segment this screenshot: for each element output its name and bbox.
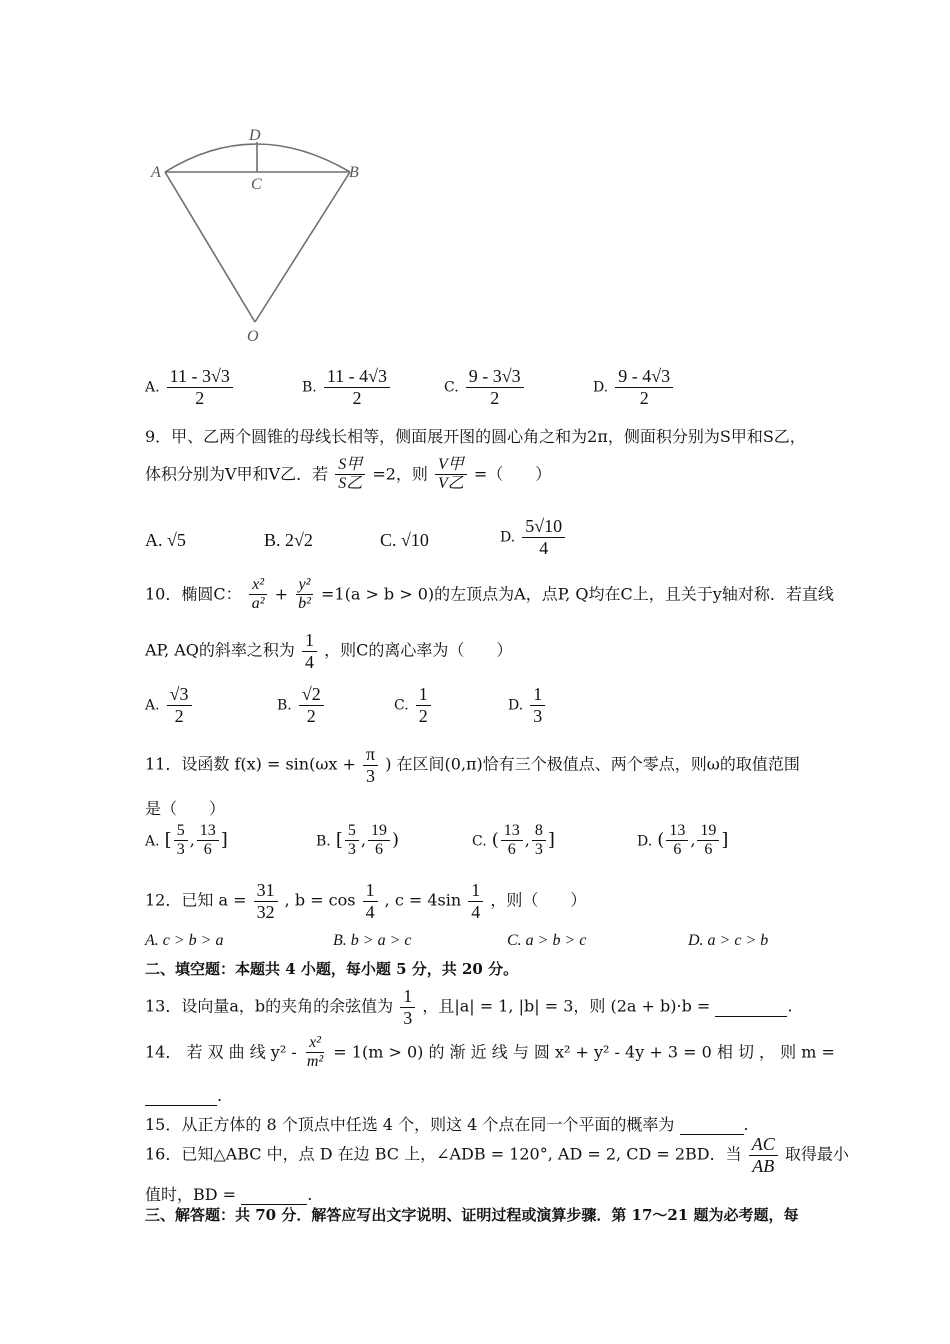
section-heading-solutions: 三、解答题：共 70 分．解答应写出文字说明、证明过程或演算步骤．第 17～21 题为必考题，每 [145,1206,799,1224]
q10-option-d[interactable]: D. $\frac{1}{3}$ [508,684,547,726]
q9-option-d[interactable]: D. $\frac{5√10}{4}$ [500,516,567,558]
q9-option-c[interactable]: C. √10 [380,530,429,550]
q16-stem-line2: 值时，BD = . [145,1185,313,1204]
q11-stem-line1: 11．设函数 f(x) = sin(ωx + $\frac{\pi}{3}$ ) 在区间(0,π)恰有三个极值点、两个零点，则ω的取值范围 [145,744,800,786]
option-fraction: $\frac{9 - 4√3}{2}$ [615,366,673,408]
q8-option-d[interactable] [593,366,675,408]
q9-option-b[interactable]: B. 2√2 [264,530,313,550]
q9-ratio-v: $\frac{\text{V甲}}{\text{V乙}}$ [435,456,467,494]
option-label: C. [444,379,459,396]
figure-label-d: D [249,127,261,144]
q10-stem-line1: 10．椭圆C： $\frac{\text{x²}}{\text{a²}}$ + $\frac{\text{y²}}{\text{b²}}$ =1(a > b > 0)的左顶点为A，点P, Q均在C上，且关于y轴对称．若直线 [145,576,834,613]
q11-option-a[interactable]: A. [ $\frac{5}{3}$ , $\frac{13}{6}$ ] [145,822,228,859]
option-fraction: $\frac{11 - 3√3}{2}$ [167,366,233,408]
q9-stem-line2: 体积分别为V甲和V乙．若 $\frac{\text{S甲}}{\text{S乙}}$ =2，则 $\frac{\text{V甲}}{\text{V乙}}$ =（ ） [145,456,552,493]
q14-answer-blank[interactable] [145,1086,217,1106]
option-label: A. [145,379,160,396]
q15-answer-blank[interactable] [680,1115,744,1135]
q14-stem: 14． 若 双 曲 线 y² - $\frac{\text{x²}}{\text{m²}}$ = 1(m > 0) 的 渐 近 线 与 圆 x² + y² - 4y + 3 = 0 相 切 ， 则 m = [145,1034,835,1071]
q8-option-a[interactable] [145,366,235,408]
section-heading-fill-in: 二、填空题：本题共 4 小题，每小题 5 分，共 20 分。 [145,960,519,978]
q10-option-a[interactable]: A. $\frac{√3}{2}$ [145,684,194,726]
q12-option-a[interactable]: A. c > b > a [145,932,224,949]
q10-option-b[interactable]: B. $\frac{√2}{2}$ [277,684,326,726]
q12-option-b[interactable]: B. b > a > c [333,932,412,949]
option-label: D. [593,379,609,396]
q12-option-d[interactable]: D. a > c > b [688,932,769,949]
q11-option-d[interactable]: D. ( $\frac{13}{6}$ , $\frac{19}{6}$ ] [637,822,729,859]
figure-label-c: C [251,176,262,193]
q8-option-b[interactable] [302,366,392,408]
q12-stem: 12．已知 a = $\frac{31}{32}$ , b = cos $\frac{1}{4}$ , c = 4sin $\frac{1}{4}$ ，则（ ） [145,880,587,922]
figure-label-b: B [349,164,359,181]
q11-option-b[interactable]: B. [ $\frac{5}{3}$ , $\frac{19}{6}$ ) [316,822,399,859]
q9-option-a[interactable]: A. √5 [145,530,186,550]
q16-answer-blank[interactable] [241,1185,307,1205]
option-fraction: $\frac{11 - 4√3}{2}$ [324,366,390,408]
radius-oa [165,172,255,322]
q12-option-c[interactable]: C. a > b > c [507,932,587,949]
radius-ob [255,172,350,322]
q16-stem-line1: 16．已知△ABC 中，点 D 在边 BC 上，∠ADB = 120°, AD = 2, CD = 2BD．当 $\frac{AC}{AB}$ 取得最小 [145,1134,849,1176]
q15-stem: 15．从正方体的 8 个顶点中任选 4 个，则这 4 个点在同一个平面的概率为 . [145,1115,749,1134]
q13-answer-blank[interactable] [715,997,787,1017]
q9-stem-line1: 9．甲、乙两个圆锥的母线长相等，侧面展开图的圆心角之和为2π，侧面积分别为S甲和S乙， [145,427,806,446]
q10-option-c[interactable]: C. $\frac{1}{2}$ [394,684,433,726]
q10-stem-line2: AP, AQ的斜率之积为 $\frac{1}{4}$ ，则C的离心率为（ ） [145,630,513,672]
q11-stem-line2: 是（ ） [145,799,226,818]
q9-ratio-s: $\frac{\text{S甲}}{\text{S乙}}$ [335,456,365,494]
sector-figure [140,118,380,350]
q11-option-c[interactable]: C. ( $\frac{13}{6}$ , $\frac{8}{3}$ ] [472,822,555,859]
figure-label-o: O [247,328,259,345]
q14-answer-line: . [145,1086,222,1106]
q13-stem: 13．设向量a，b的夹角的余弦值为 $\frac{1}{3}$ ，且|a| = 1, |b| = 3，则 (2a + b)·b = . [145,986,793,1028]
option-label: B. [302,379,317,396]
option-fraction: $\frac{9 - 3√3}{2}$ [466,366,524,408]
figure-label-a: A [151,164,161,181]
q8-option-c[interactable] [444,366,526,408]
